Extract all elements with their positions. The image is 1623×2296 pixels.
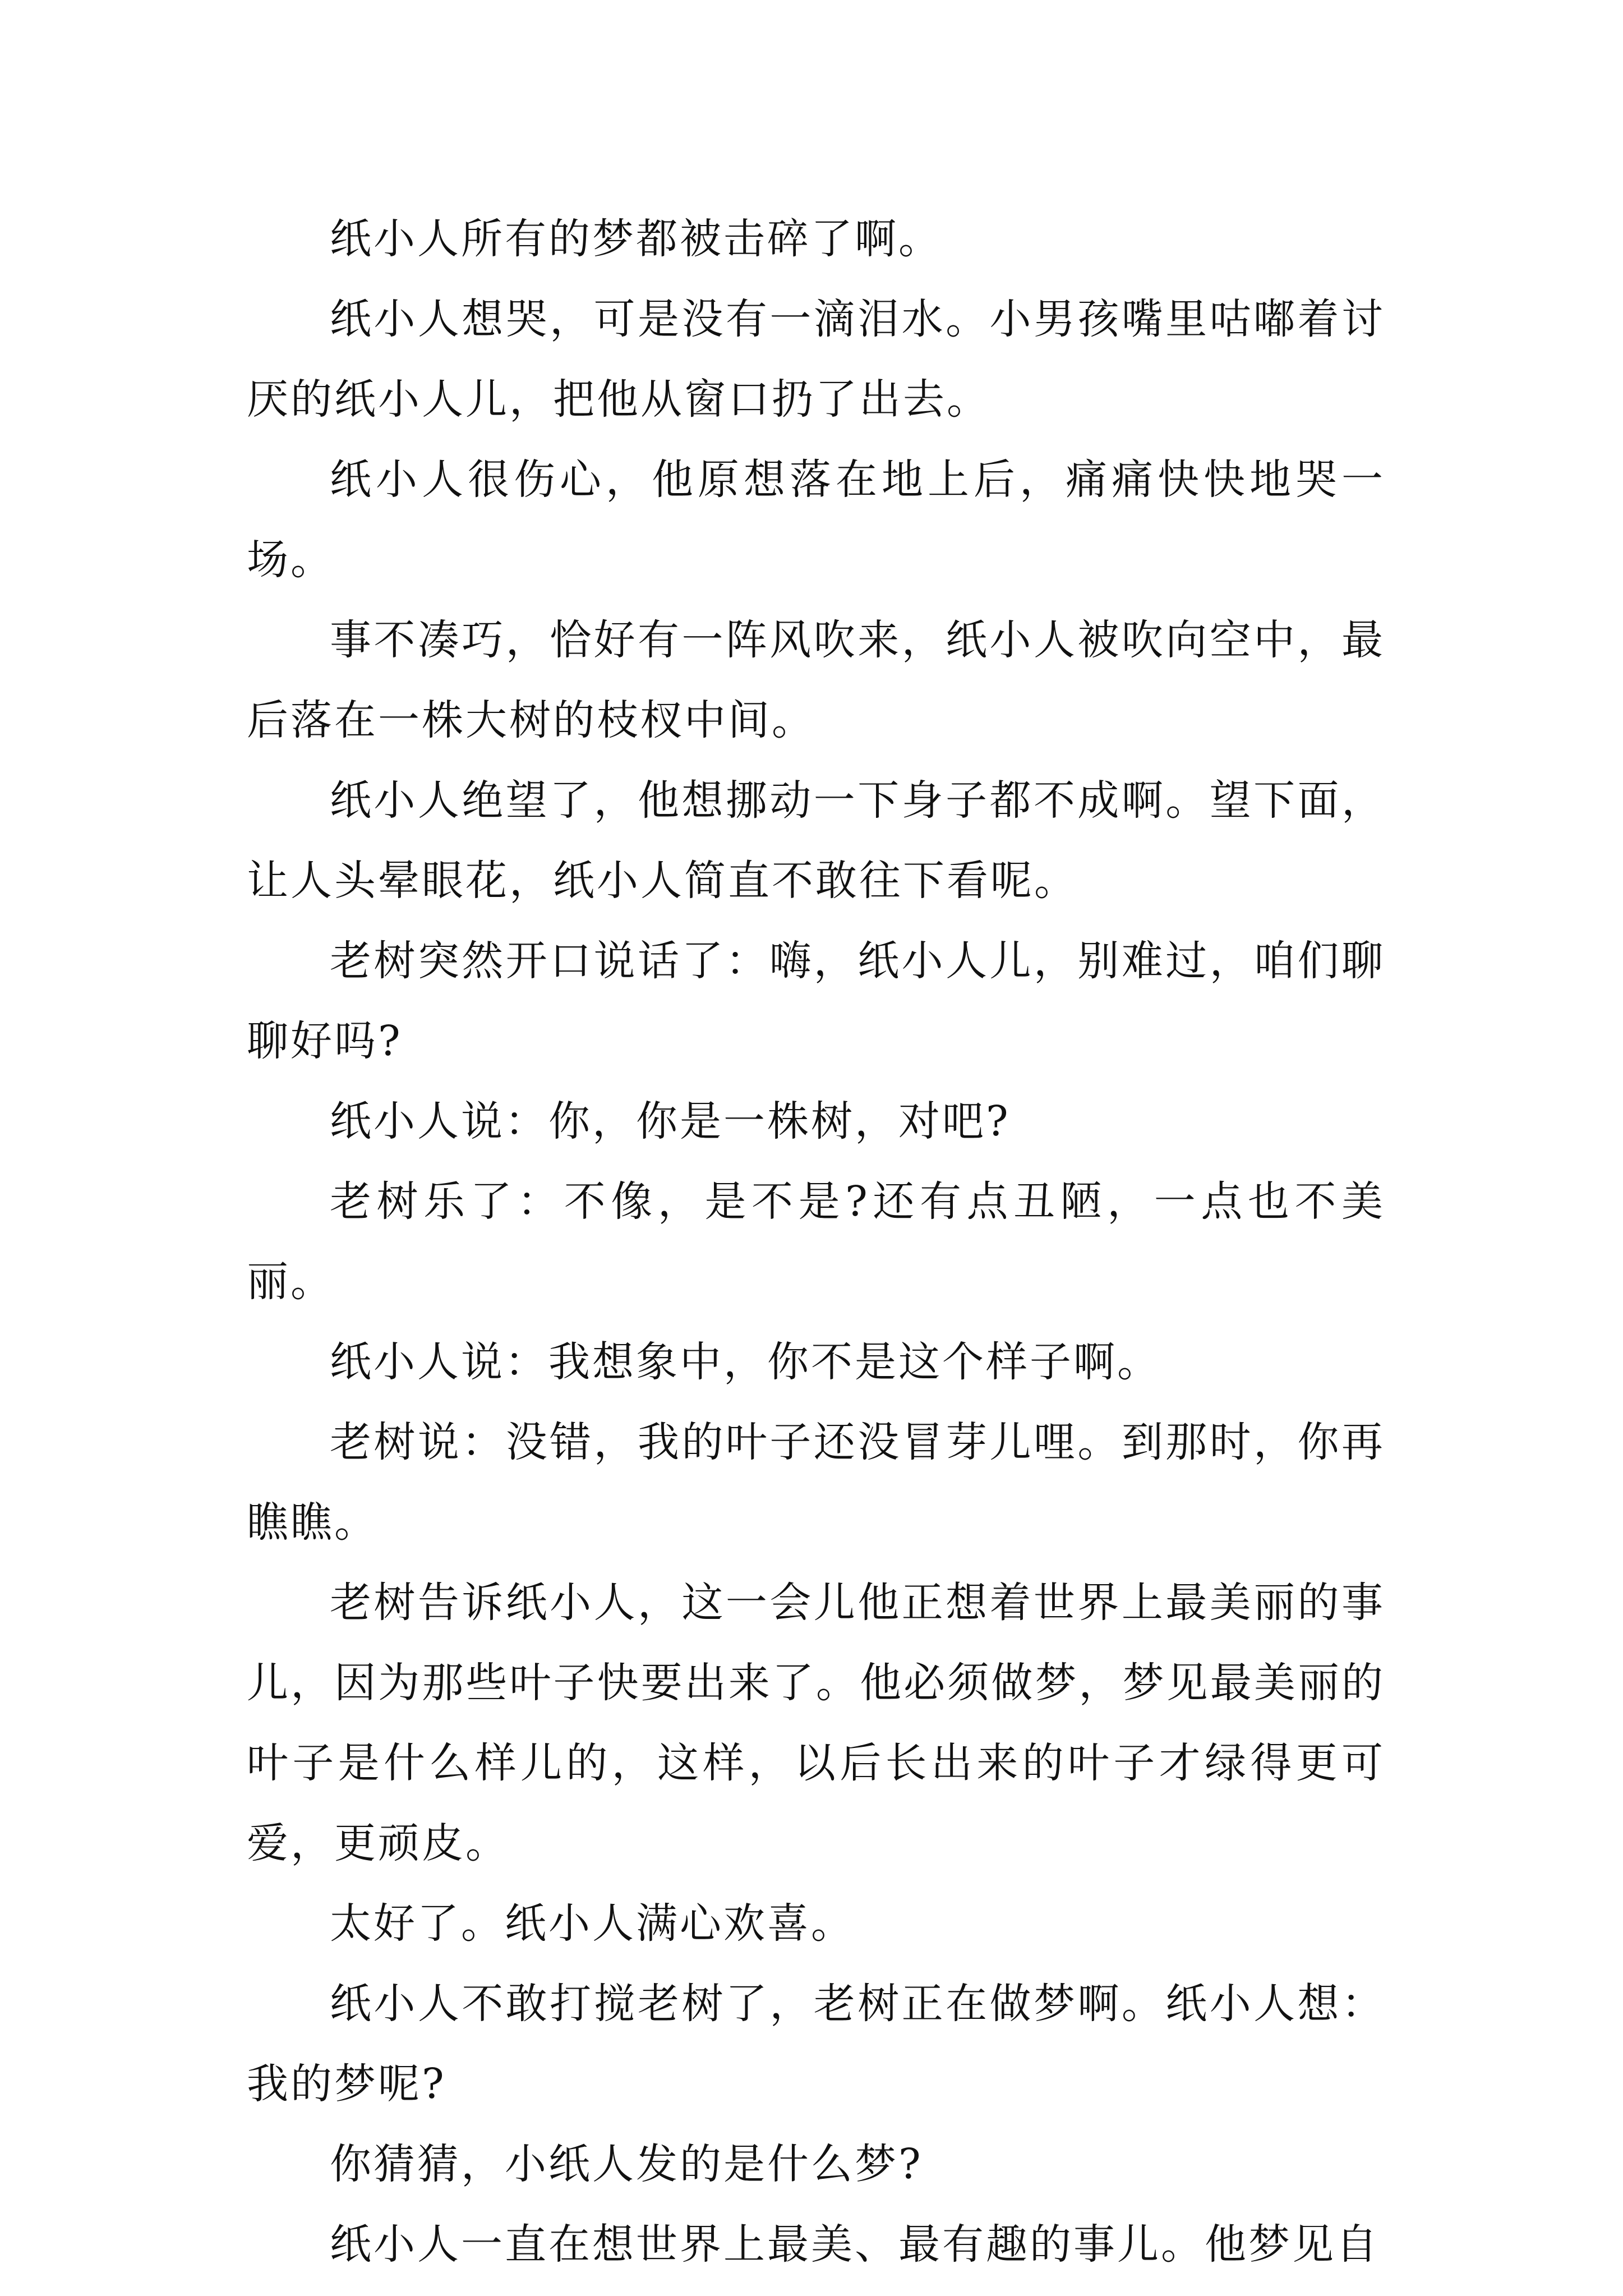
paragraph: 你猜猜，小纸人发的是什么梦? [330, 2140, 923, 2188]
paragraph: 纸小人一直在想世界上最美、最有趣的事儿。他梦见自 [330, 2220, 1380, 2269]
paragraph: 纸小人说：你，你是一株树，对吧? [330, 1097, 1011, 1145]
paragraph: 纸小人想哭，可是没有一滴泪水。小男孩嘴里咕嘟着讨厌的纸小人儿，把他从窗口扔了出去。 [247, 295, 1385, 424]
paragraph: 老树突然开口说话了：嗨，纸小人儿，别难过，咱们聊聊好吗? [247, 937, 1385, 1065]
paragraph: 纸小人很伤心，他原想落在地上后，痛痛快快地哭一场。 [247, 455, 1385, 584]
paragraph: 老树乐了：不像，是不是?还有点丑陋，一点也不美丽。 [247, 1177, 1385, 1306]
paragraph: 事不凑巧，恰好有一阵风吹来，纸小人被吹向空中，最后落在一株大树的枝杈中间。 [247, 616, 1385, 744]
paragraph: 老树告诉纸小人，这一会儿他正想着世界上最美丽的事儿，因为那些叶子快要出来了。他必须做梦，梦见最美丽的叶子是什么样儿的，这样，以后长出来的叶子才绿得更可爱，更顽皮。 [247, 1579, 1385, 1867]
paragraph: 纸小人绝望了，他想挪动一下身子都不成啊。望下面，让人头晕眼花，纸小人简直不敢往下看呢。 [247, 776, 1385, 905]
paragraph: 太好了。纸小人满心欢喜。 [330, 1899, 855, 1948]
paragraph: 纸小人所有的梦都被击碎了啊。 [330, 215, 942, 263]
story-text [247, 199, 1385, 2285]
paragraph: 纸小人说：我想象中，你不是这个样子啊。 [330, 1338, 1161, 1386]
paragraph: 纸小人不敢打搅老树了，老树正在做梦啊。纸小人想：我的梦呢? [247, 1980, 1385, 2108]
paragraph: 老树说：没错，我的叶子还没冒芽儿哩。到那时，你再瞧瞧。 [247, 1418, 1385, 1547]
